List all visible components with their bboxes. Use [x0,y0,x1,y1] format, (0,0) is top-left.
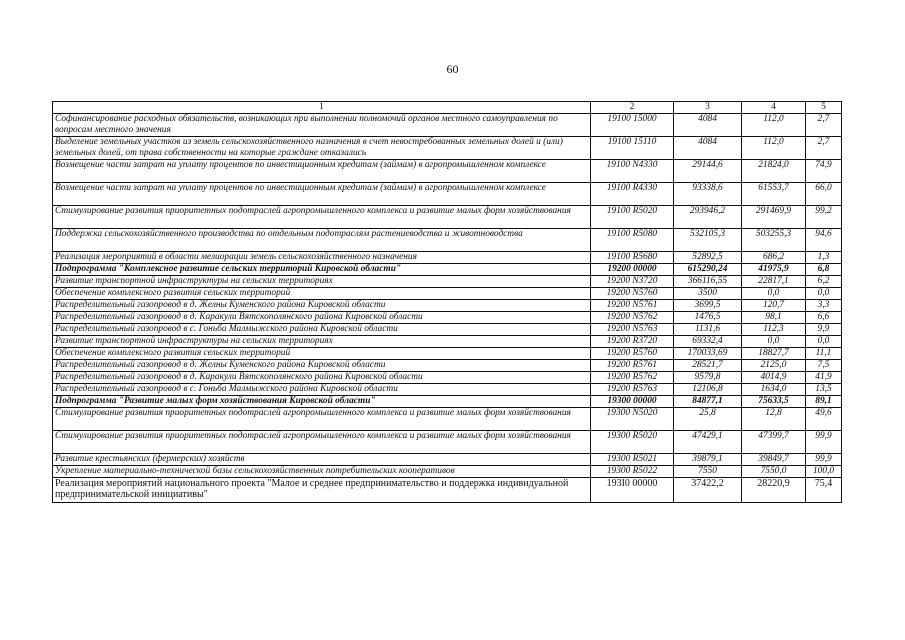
row-percent-cell: 94,6 [806,229,842,252]
row-percent-cell: 99,9 [806,431,842,454]
row-percent-cell: 11,1 [806,348,842,360]
table-row [53,114,842,137]
table-row [53,206,842,229]
row-percent-cell: 9,9 [806,324,842,336]
row-code-cell: 19100 R5020 [591,206,674,229]
row-percent-cell: 1,3 [806,252,842,264]
row-planned-cell: 3500 [674,288,742,300]
row-percent-cell: 89,1 [806,396,842,408]
row-name-cell: Распределительный газопровод в с. Гоньба Малмыжского района Кировской области [53,384,591,396]
row-actual-cell: 41975,9 [742,264,806,276]
row-actual-cell: 112,0 [742,114,806,137]
row-code-cell: 19100 15110 [591,137,674,160]
row-code-cell: 19300 R5022 [591,466,674,478]
row-name-cell: Развитие транспортной инфраструктуры на сельских территориях [53,276,591,288]
row-actual-cell: 39849,7 [742,454,806,466]
row-percent-cell: 13,5 [806,384,842,396]
table-row [53,288,842,300]
row-code-cell: 19300 R5021 [591,454,674,466]
table-row [53,252,842,264]
row-name-cell: Возмещение части затрат на уплату процентов по инвестиционным кредитам (займам) в агропромышленном комплексе [53,160,591,183]
row-planned-cell: 29144,6 [674,160,742,183]
row-code-cell: 19200 N5760 [591,288,674,300]
row-planned-cell: 615290,24 [674,264,742,276]
row-name-cell: Стимулирование развития приоритетных подотраслей агропромышленного комплекса и развитие малых форм хозяйствования [53,431,591,454]
row-planned-cell: 532105,3 [674,229,742,252]
row-actual-cell: 503255,3 [742,229,806,252]
row-name-cell: Реализация мероприятий национального проекта "Малое и среднее предпринимательство и поддержка индивидуальной предпринимательской инициативы" [53,478,591,503]
table-row [53,137,842,160]
row-name-cell: Обеспечение комплексного развития сельских территорий [53,348,591,360]
row-code-cell: 19100 R5680 [591,252,674,264]
row-actual-cell: 75633,5 [742,396,806,408]
row-planned-cell: 1131,6 [674,324,742,336]
row-planned-cell: 293946,2 [674,206,742,229]
table-header-row [53,102,842,114]
table-row [53,160,842,183]
row-percent-cell: 0,0 [806,336,842,348]
row-actual-cell: 18827,7 [742,348,806,360]
row-name-cell: Распределительный газопровод в с. Гоньба Малмыжского района Кировской области [53,324,591,336]
row-planned-cell: 4084 [674,114,742,137]
page-number: 60 [446,62,459,76]
row-actual-cell: 291469,9 [742,206,806,229]
row-planned-cell: 52892,5 [674,252,742,264]
row-percent-cell: 3,3 [806,300,842,312]
table-body [53,114,842,503]
column-header-3: 3 [674,102,742,114]
row-name-cell: Развитие крестьянских (фермерских) хозяйств [53,454,591,466]
row-percent-cell: 2,7 [806,114,842,137]
row-percent-cell: 7,5 [806,360,842,372]
row-actual-cell: 7550,0 [742,466,806,478]
row-planned-cell: 37422,2 [674,478,742,503]
row-name-cell: Стимулирование развития приоритетных подотраслей агропромышленного комплекса и развитие малых форм хозяйствования [53,408,591,431]
row-percent-cell: 99,9 [806,454,842,466]
row-code-cell: 19100 R5080 [591,229,674,252]
row-code-cell: 19200 N5763 [591,324,674,336]
row-code-cell: 19200 N5761 [591,300,674,312]
row-planned-cell: 9579,8 [674,372,742,384]
row-code-cell: 19100 R4330 [591,183,674,206]
row-actual-cell: 47399,7 [742,431,806,454]
row-code-cell: 19200 N5762 [591,312,674,324]
row-actual-cell: 2125,0 [742,360,806,372]
row-percent-cell: 41,9 [806,372,842,384]
table-row [53,183,842,206]
table-row [53,478,842,503]
table-row [53,229,842,252]
row-planned-cell: 7550 [674,466,742,478]
row-code-cell: 19300 R5020 [591,431,674,454]
row-code-cell: 19200 R5762 [591,372,674,384]
row-code-cell: 19200 R5760 [591,348,674,360]
row-name-cell: Распределительный газопровод в д. Каракули Вятскополянского района Кировской области [53,312,591,324]
row-name-cell: Возмещение части затрат на уплату процентов по инвестиционным кредитам (займам) в агропромышленном комплексе [53,183,591,206]
row-name-cell: Обеспечение комплексного развития сельских территорий [53,288,591,300]
row-percent-cell: 66,0 [806,183,842,206]
column-header-2: 2 [591,102,674,114]
table-row [53,466,842,478]
table-row [53,276,842,288]
row-name-cell: Подпрограмма "Комплексное развитие сельских территорий Кировской области" [53,264,591,276]
row-planned-cell: 93338,6 [674,183,742,206]
row-code-cell: 19300 N5020 [591,408,674,431]
row-percent-cell: 0,0 [806,288,842,300]
row-code-cell: 19200 N3720 [591,276,674,288]
table-row [53,408,842,431]
column-header-1: 1 [53,102,591,114]
row-planned-cell: 170033,69 [674,348,742,360]
row-name-cell: Стимулирование развития приоритетных подотраслей агропромышленного комплекса и развитие малых форм хозяйствования [53,206,591,229]
row-percent-cell: 6,2 [806,276,842,288]
column-header-5: 5 [806,102,842,114]
row-code-cell: 19200 R3720 [591,336,674,348]
row-actual-cell: 21824,0 [742,160,806,183]
row-planned-cell: 1476,5 [674,312,742,324]
row-planned-cell: 366116,55 [674,276,742,288]
row-planned-cell: 69332,4 [674,336,742,348]
table-row [53,372,842,384]
row-planned-cell: 39879,1 [674,454,742,466]
row-planned-cell: 12106,8 [674,384,742,396]
row-planned-cell: 84877,1 [674,396,742,408]
row-name-cell: Распределительный газопровод в д. Желны Куменского района Кировской области [53,300,591,312]
row-actual-cell: 61553,7 [742,183,806,206]
table-row [53,384,842,396]
row-name-cell: Поддержка сельскохозяйственного производства по отдельным подотраслям растениеводства и животноводства [53,229,591,252]
row-name-cell: Укрепление материально-технической базы сельскохозяйственных потребительских кооперативов [53,466,591,478]
row-name-cell: Выделение земельных участков из земель сельскохозяйственного назначения в счет невостребованных земельных долей и (или) земельных долей, от права собственности на которые граждане отказались [53,137,591,160]
row-code-cell: 19200 R5761 [591,360,674,372]
row-planned-cell: 28521,7 [674,360,742,372]
table-row [53,348,842,360]
budget-table [52,101,842,503]
row-percent-cell: 100,0 [806,466,842,478]
row-actual-cell: 112,3 [742,324,806,336]
row-actual-cell: 4014,9 [742,372,806,384]
row-planned-cell: 3699,5 [674,300,742,312]
table-row [53,396,842,408]
row-actual-cell: 28220,9 [742,478,806,503]
row-percent-cell: 6,6 [806,312,842,324]
row-name-cell: Подпрограмма "Развитие малых форм хозяйствования Кировской области" [53,396,591,408]
row-code-cell: 19300 00000 [591,396,674,408]
row-planned-cell: 25,8 [674,408,742,431]
row-code-cell: 19200 00000 [591,264,674,276]
row-percent-cell: 74,9 [806,160,842,183]
row-actual-cell: 98,1 [742,312,806,324]
table-row [53,431,842,454]
table-row [53,312,842,324]
row-code-cell: 19200 R5763 [591,384,674,396]
row-actual-cell: 1634,0 [742,384,806,396]
row-name-cell: Распределительный газопровод в д. Желны Куменского района Кировской области [53,360,591,372]
row-name-cell: Развитие транспортной инфраструктуры на сельских территориях [53,336,591,348]
table-row [53,264,842,276]
row-actual-cell: 686,2 [742,252,806,264]
row-percent-cell: 99,2 [806,206,842,229]
row-actual-cell: 120,7 [742,300,806,312]
table-row [53,336,842,348]
row-name-cell: Софинансирование расходных обязательств, возникающих при выполнении полномочий органов местного самоуправления по вопросам местного значения [53,114,591,137]
row-name-cell: Реализация мероприятий в области мелиорации земель сельскохозяйственного назначения [53,252,591,264]
row-percent-cell: 6,8 [806,264,842,276]
row-actual-cell: 0,0 [742,336,806,348]
row-actual-cell: 12,8 [742,408,806,431]
row-actual-cell: 0,0 [742,288,806,300]
table-row [53,300,842,312]
row-code-cell: 193I0 00000 [591,478,674,503]
table-row [53,454,842,466]
row-percent-cell: 2,7 [806,137,842,160]
column-header-4: 4 [742,102,806,114]
table-row [53,324,842,336]
row-code-cell: 19100 15000 [591,114,674,137]
row-code-cell: 19100 N4330 [591,160,674,183]
row-planned-cell: 4084 [674,137,742,160]
row-actual-cell: 112,0 [742,137,806,160]
row-name-cell: Распределительный газопровод в д. Каракули Вятскополянского района Кировской области [53,372,591,384]
row-actual-cell: 22817,1 [742,276,806,288]
row-planned-cell: 47429,1 [674,431,742,454]
table-row [53,360,842,372]
row-percent-cell: 49,6 [806,408,842,431]
row-percent-cell: 75,4 [806,478,842,503]
